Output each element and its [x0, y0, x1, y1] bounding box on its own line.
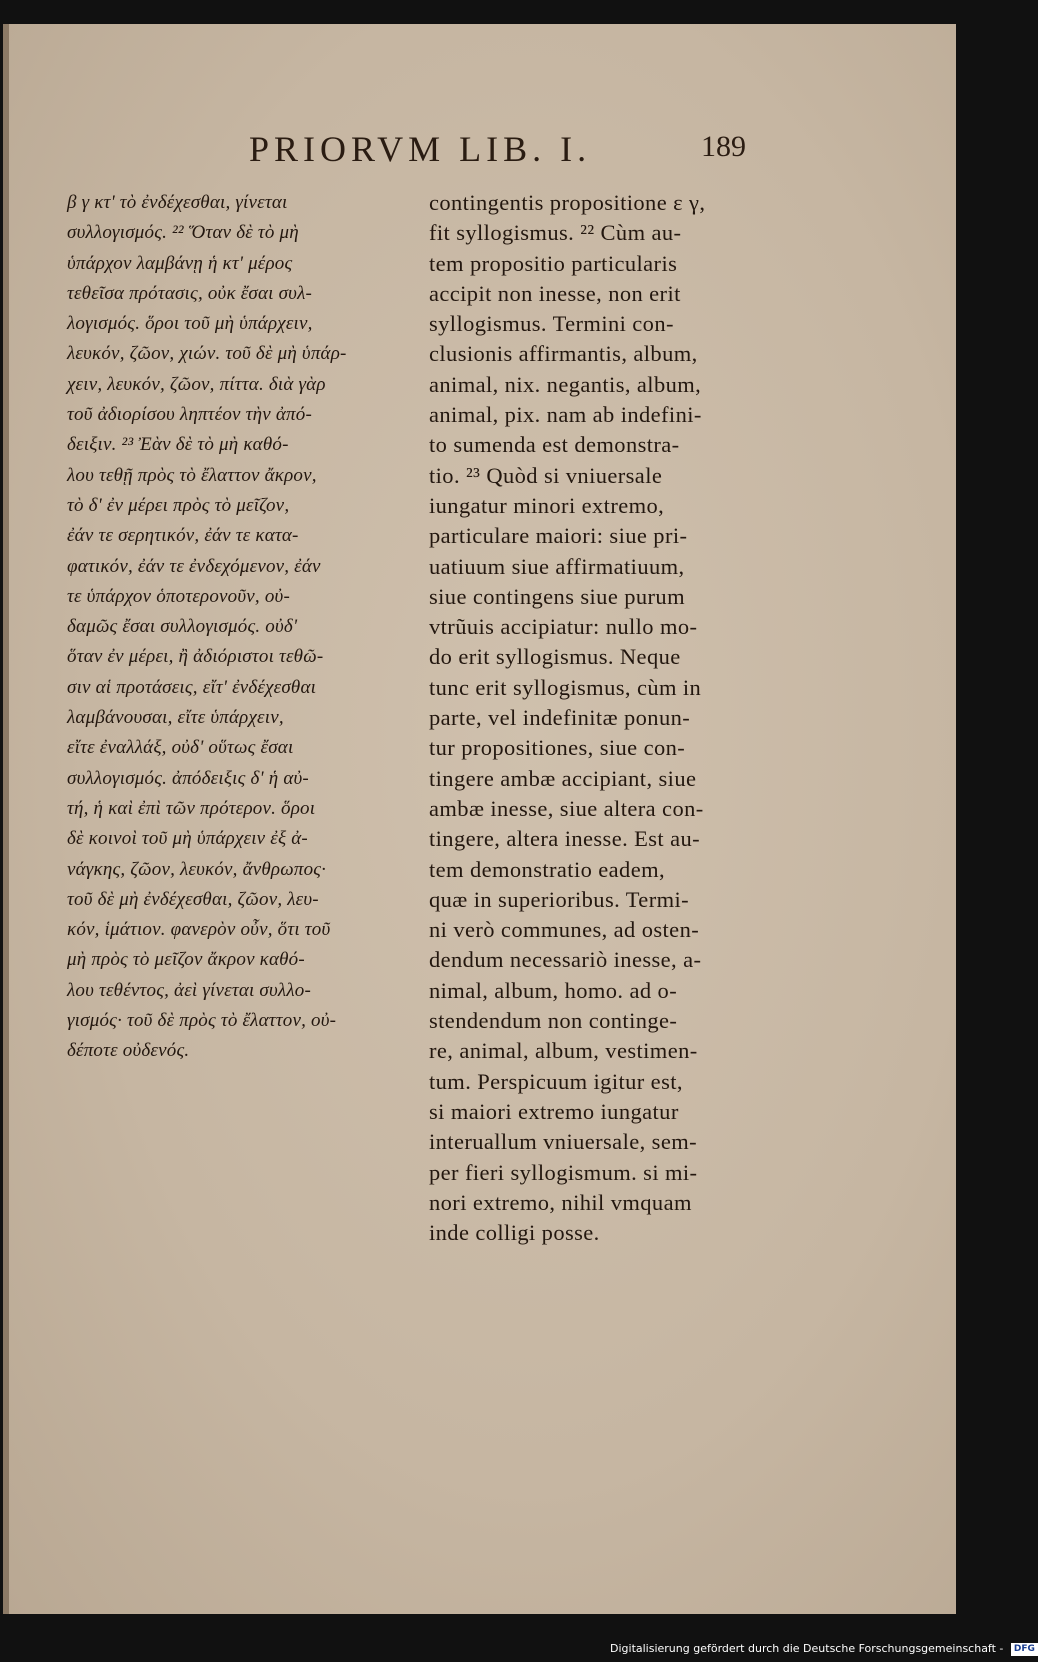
latin-line: tunc erit syllogismus, cùm in: [429, 674, 702, 700]
latin-line: interuallum vniuersale, sem-: [429, 1129, 697, 1155]
latin-line: dendum necessariò inesse, a-: [429, 947, 702, 973]
greek-line: τοῦ δὲ μὴ ἐνδέχεσθαι, ζῶον, λευ-: [67, 888, 319, 910]
latin-line: fit syllogismus. ²² Cùm au-: [429, 220, 682, 246]
greek-line: δέποτε οὐδενός.: [67, 1040, 190, 1062]
latin-line: re, animal, album, vestimen-: [429, 1038, 698, 1064]
greek-line: συλλογισμός. ²² Ὅταν δὲ τὸ μὴ: [67, 222, 299, 244]
latin-line: nori extremo, nihil vmquam: [429, 1189, 692, 1215]
latin-line: vtrũuis accipiatur: nullo mo-: [429, 614, 698, 640]
greek-line: μὴ πρὸς τὸ μεῖζον ἄκρον καθό-: [67, 949, 305, 971]
greek-line: λου τεθέντος, ἀεὶ γίνεται συλλο-: [67, 979, 312, 1001]
latin-line: ni verò communes, ad osten-: [429, 917, 700, 943]
latin-line: clusionis affirmantis, album,: [429, 341, 698, 367]
greek-line: τὸ δ' ἐν μέρει πρὸς τὸ μεῖζον,: [67, 494, 290, 516]
greek-line: λογισμός. ὅροι τοῦ μὴ ὑπάρχειν,: [67, 313, 313, 335]
greek-line: εἴτε ἐναλλάξ, οὐδ' οὕτως ἔσαι: [67, 737, 294, 759]
greek-line: συλλογισμός. ἀπόδειξις δ' ἡ αὐ-: [67, 767, 309, 789]
greek-line: λευκόν, ζῶον, χιών. τοῦ δὲ μὴ ὑπάρ-: [67, 343, 347, 365]
dfg-logo: DFG: [1011, 1643, 1038, 1656]
greek-line: ἐάν τε σερητικόν, ἐάν τε κατα-: [67, 525, 299, 547]
latin-line: tingere ambæ accipiant, siue: [429, 765, 697, 791]
greek-line: ὅταν ἐν μέρει, ἢ ἀδιόριστοι τεθῶ-: [67, 646, 324, 668]
greek-line: τοῦ ἀδιορίσου ληπτέον τὴν ἀπό-: [67, 404, 312, 426]
latin-line: animal, pix. nam ab indefini-: [429, 402, 702, 428]
greek-line: τε ὑπάρχον ὁποτερονοῦν, οὐ-: [67, 585, 290, 607]
greek-line: κόν, ἱμάτιον. φανερὸν οὖν, ὅτι τοῦ: [67, 919, 331, 941]
latin-line: tio. ²³ Quòd si vniuersale: [429, 462, 663, 488]
latin-line: tem demonstratio eadem,: [429, 856, 666, 882]
latin-line: do erit syllogismus. Neque: [429, 644, 681, 670]
latin-line: inde colligi posse.: [429, 1220, 600, 1246]
greek-line: ὑπάρχον λαμβάνῃ ἡ κτ' μέρος: [67, 252, 293, 274]
latin-line: to sumenda est demonstra-: [429, 432, 680, 458]
latin-line: parte, vel indefinitæ ponun-: [429, 705, 691, 731]
latin-line: si maiori extremo iungatur: [429, 1098, 679, 1124]
greek-line: τεθεῖσα πρότασις, οὐκ ἔσαι συλ-: [67, 282, 313, 304]
latin-line: tum. Perspicuum igitur est,: [429, 1068, 683, 1094]
latin-line: ambæ inesse, siue altera con-: [429, 795, 704, 821]
latin-line: iungatur minori extremo,: [429, 492, 665, 518]
latin-line: accipit non inesse, non erit: [429, 280, 681, 306]
greek-line: λαμβάνουσαι, εἴτε ὑπάρχειν,: [67, 707, 284, 729]
latin-line: tingere, altera inesse. Est au-: [429, 826, 701, 852]
running-head: [249, 128, 949, 178]
latin-line: contingentis propositione ε γ,: [429, 190, 706, 215]
latin-line: tem propositio particularis: [429, 250, 678, 276]
greek-line: δὲ κοινοὶ τοῦ μὴ ὑπάρχειν ἐξ ἀ-: [67, 828, 308, 850]
greek-line: δαμῶς ἔσαι συλλογισμός. οὐδ': [67, 616, 298, 638]
latin-line: per fieri syllogismum. si mi-: [429, 1159, 698, 1185]
greek-line: νάγκης, ζῶον, λευκόν, ἄνθρωπος·: [67, 858, 327, 880]
latin-line: uatiuum siue affirmatiuum,: [429, 553, 685, 579]
latin-line: stendendum non continge-: [429, 1008, 678, 1034]
greek-line: δειξιν. ²³ Ἐὰν δὲ τὸ μὴ καθό-: [67, 434, 289, 456]
greek-line: σιν αἱ προτάσεις, εἴτ' ἐνδέχεσθαι: [67, 676, 317, 698]
latin-line: tur propositiones, siue con-: [429, 735, 686, 761]
latin-line: quæ in superioribus. Termi-: [429, 886, 690, 912]
greek-line: λου τεθῇ πρὸς τὸ ἔλαττον ἄκρον,: [67, 464, 317, 486]
latin-line: siue contingens siue purum: [429, 583, 685, 609]
digitization-credit: [610, 1640, 1035, 1658]
greek-line: γισμός· τοῦ δὲ πρὸς τὸ ἔλαττον, οὐ-: [67, 1010, 337, 1032]
greek-line: β γ κτ' τὸ ἐνδέχεσθαι, γίνεται: [67, 192, 288, 213]
page-number: 189: [701, 130, 746, 163]
greek-line: τή, ἡ καὶ ἐπὶ τῶν πρότερον. ὅροι: [67, 797, 316, 819]
book-page: [3, 24, 956, 1614]
latin-line: syllogismus. Termini con-: [429, 311, 674, 337]
latin-line: nimal, album, homo. ad o-: [429, 977, 678, 1003]
running-title: PRIORVM LIB. I.: [249, 129, 592, 169]
greek-line: φατικόν, ἐάν τε ἐνδεχόμενον, ἐάν: [67, 555, 321, 577]
greek-line: χειν, λευκόν, ζῶον, πίττα. διὰ γὰρ: [67, 373, 326, 395]
latin-line: particulare maiori: siue pri-: [429, 523, 688, 549]
credit-text: Digitalisierung gefördert durch die Deutsche Forschungsgemeinschaft -: [610, 1642, 1004, 1655]
greek-text-column: [67, 188, 397, 1067]
latin-text-column: [429, 188, 749, 1248]
latin-line: animal, nix. negantis, album,: [429, 371, 702, 397]
